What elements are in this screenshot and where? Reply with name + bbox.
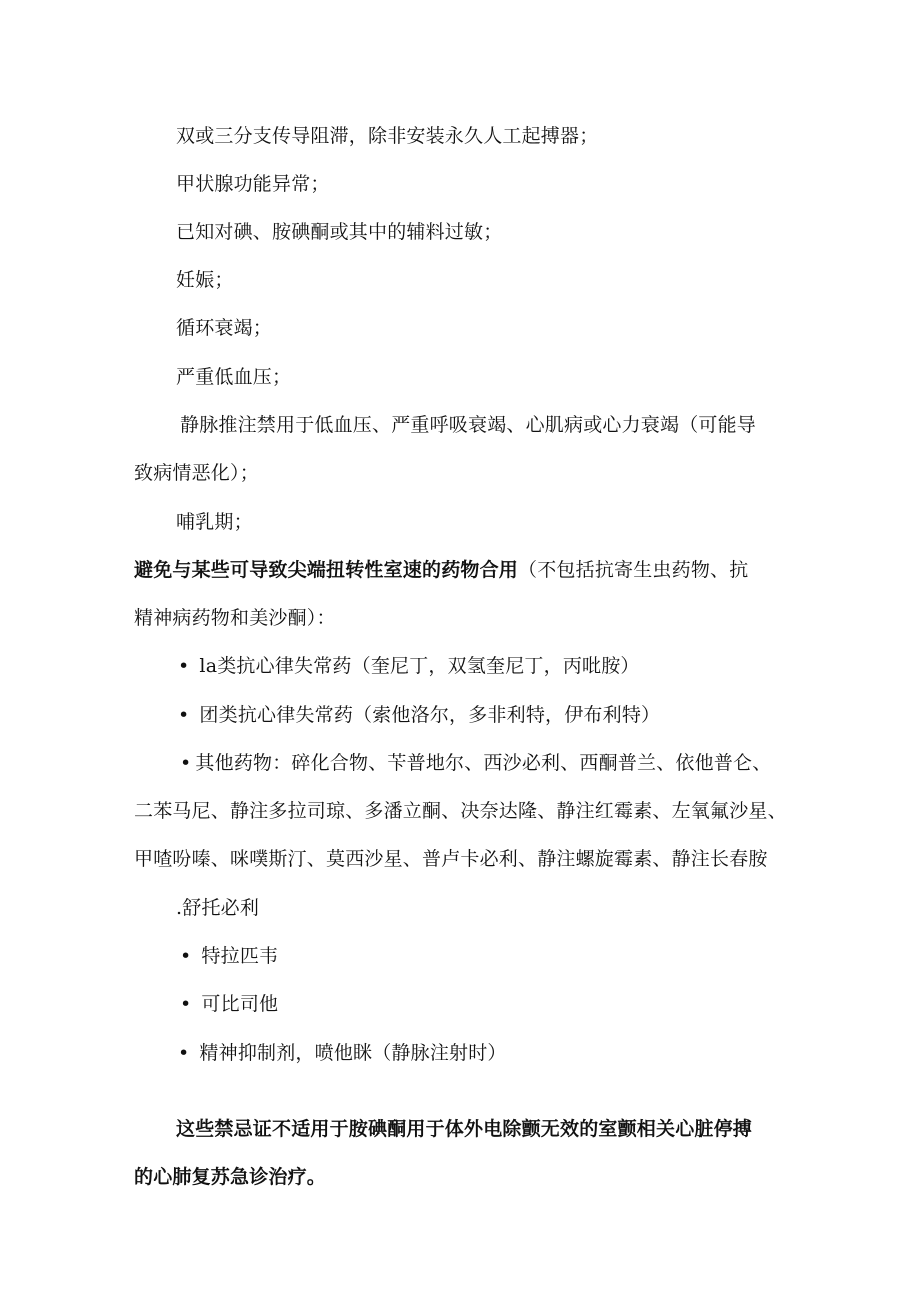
list-item [178,654,640,678]
contraindication-pregnancy: 妊娠； [176,269,234,291]
bullet-icon: • [178,655,190,677]
list-item [178,703,660,727]
contraindication-thyroid: 甲状腺功能异常； [176,173,330,195]
contraindication-allergy: 已知对碘、胺碘酮或其中的辅料过敏； [176,221,503,243]
contraindication-iv-bolus-line1: 静脉推注禁用于低血压、严重呼吸衰竭、心肌病或心力衰竭（可能导 [180,414,757,436]
drug-class-1a: la类抗心律失常药（奎尼丁，双氢奎尼丁，丙吡胺） [199,655,640,677]
note-line2: 的心肺复苏急诊治疗。 [134,1166,327,1188]
list-item [180,751,771,775]
drug-class-3: 团类抗心律失常药（索他洛尔，多非利特，伊布利特） [199,704,661,726]
avoid-heading-bold: 避免与某些可导致尖端扭转性室速的药物合用 [134,559,519,581]
list-item [180,992,278,1016]
bullet-icon: • [178,704,190,726]
avoid-section-heading-line2: 精神病药物和美沙酮）： [134,607,336,629]
list-item [178,1041,507,1065]
contraindication-lactation: 哺乳期； [176,511,253,533]
contraindication-hypotension: 严重低血压； [176,366,292,388]
drug-neuroleptics: 精神抑制剂，喷他眯（静脉注射时） [199,1042,507,1064]
drug-cobicistat: 可比司他 [201,993,279,1015]
other-drugs-line1: 其他药物：碎化合物、苄普地尔、西沙必利、西酮普兰、依他普仑、 [195,752,772,774]
note-line1: 这些禁忌证不适用于胺碘酮用于体外电除颤无效的室颤相关心脏停搏 [176,1118,753,1140]
bullet-icon: • [180,752,192,774]
avoid-section-heading [134,558,748,582]
contraindication-circulatory-collapse: 循环衰竭； [176,317,273,339]
contraindication-bundle-branch-block: 双或三分支传导阻滞，除非安装永久人工起搏器； [176,125,599,147]
bullet-icon: • [178,1042,190,1064]
other-drugs-line3: 甲喳吩嗪、咪噗斯汀、莫西沙星、普卢卡必利、静注螺旋霉素、静注长春胺 [134,848,768,870]
list-item [180,944,278,968]
bullet-icon: • [180,993,192,1015]
drug-telaprevir: 特拉匹韦 [201,945,279,967]
drug-sultopride: .舒托必利 [176,897,260,919]
avoid-heading-rest: （不包括抗寄生虫药物、抗 [518,559,749,581]
other-drugs-line2: 二苯马尼、静注多拉司琼、多潘立酮、决奈达隆、静注红霉素、左氧氟沙星、 [134,800,787,822]
bullet-icon: • [180,945,192,967]
contraindication-iv-bolus-line2: 致病情恶化）； [134,462,259,484]
